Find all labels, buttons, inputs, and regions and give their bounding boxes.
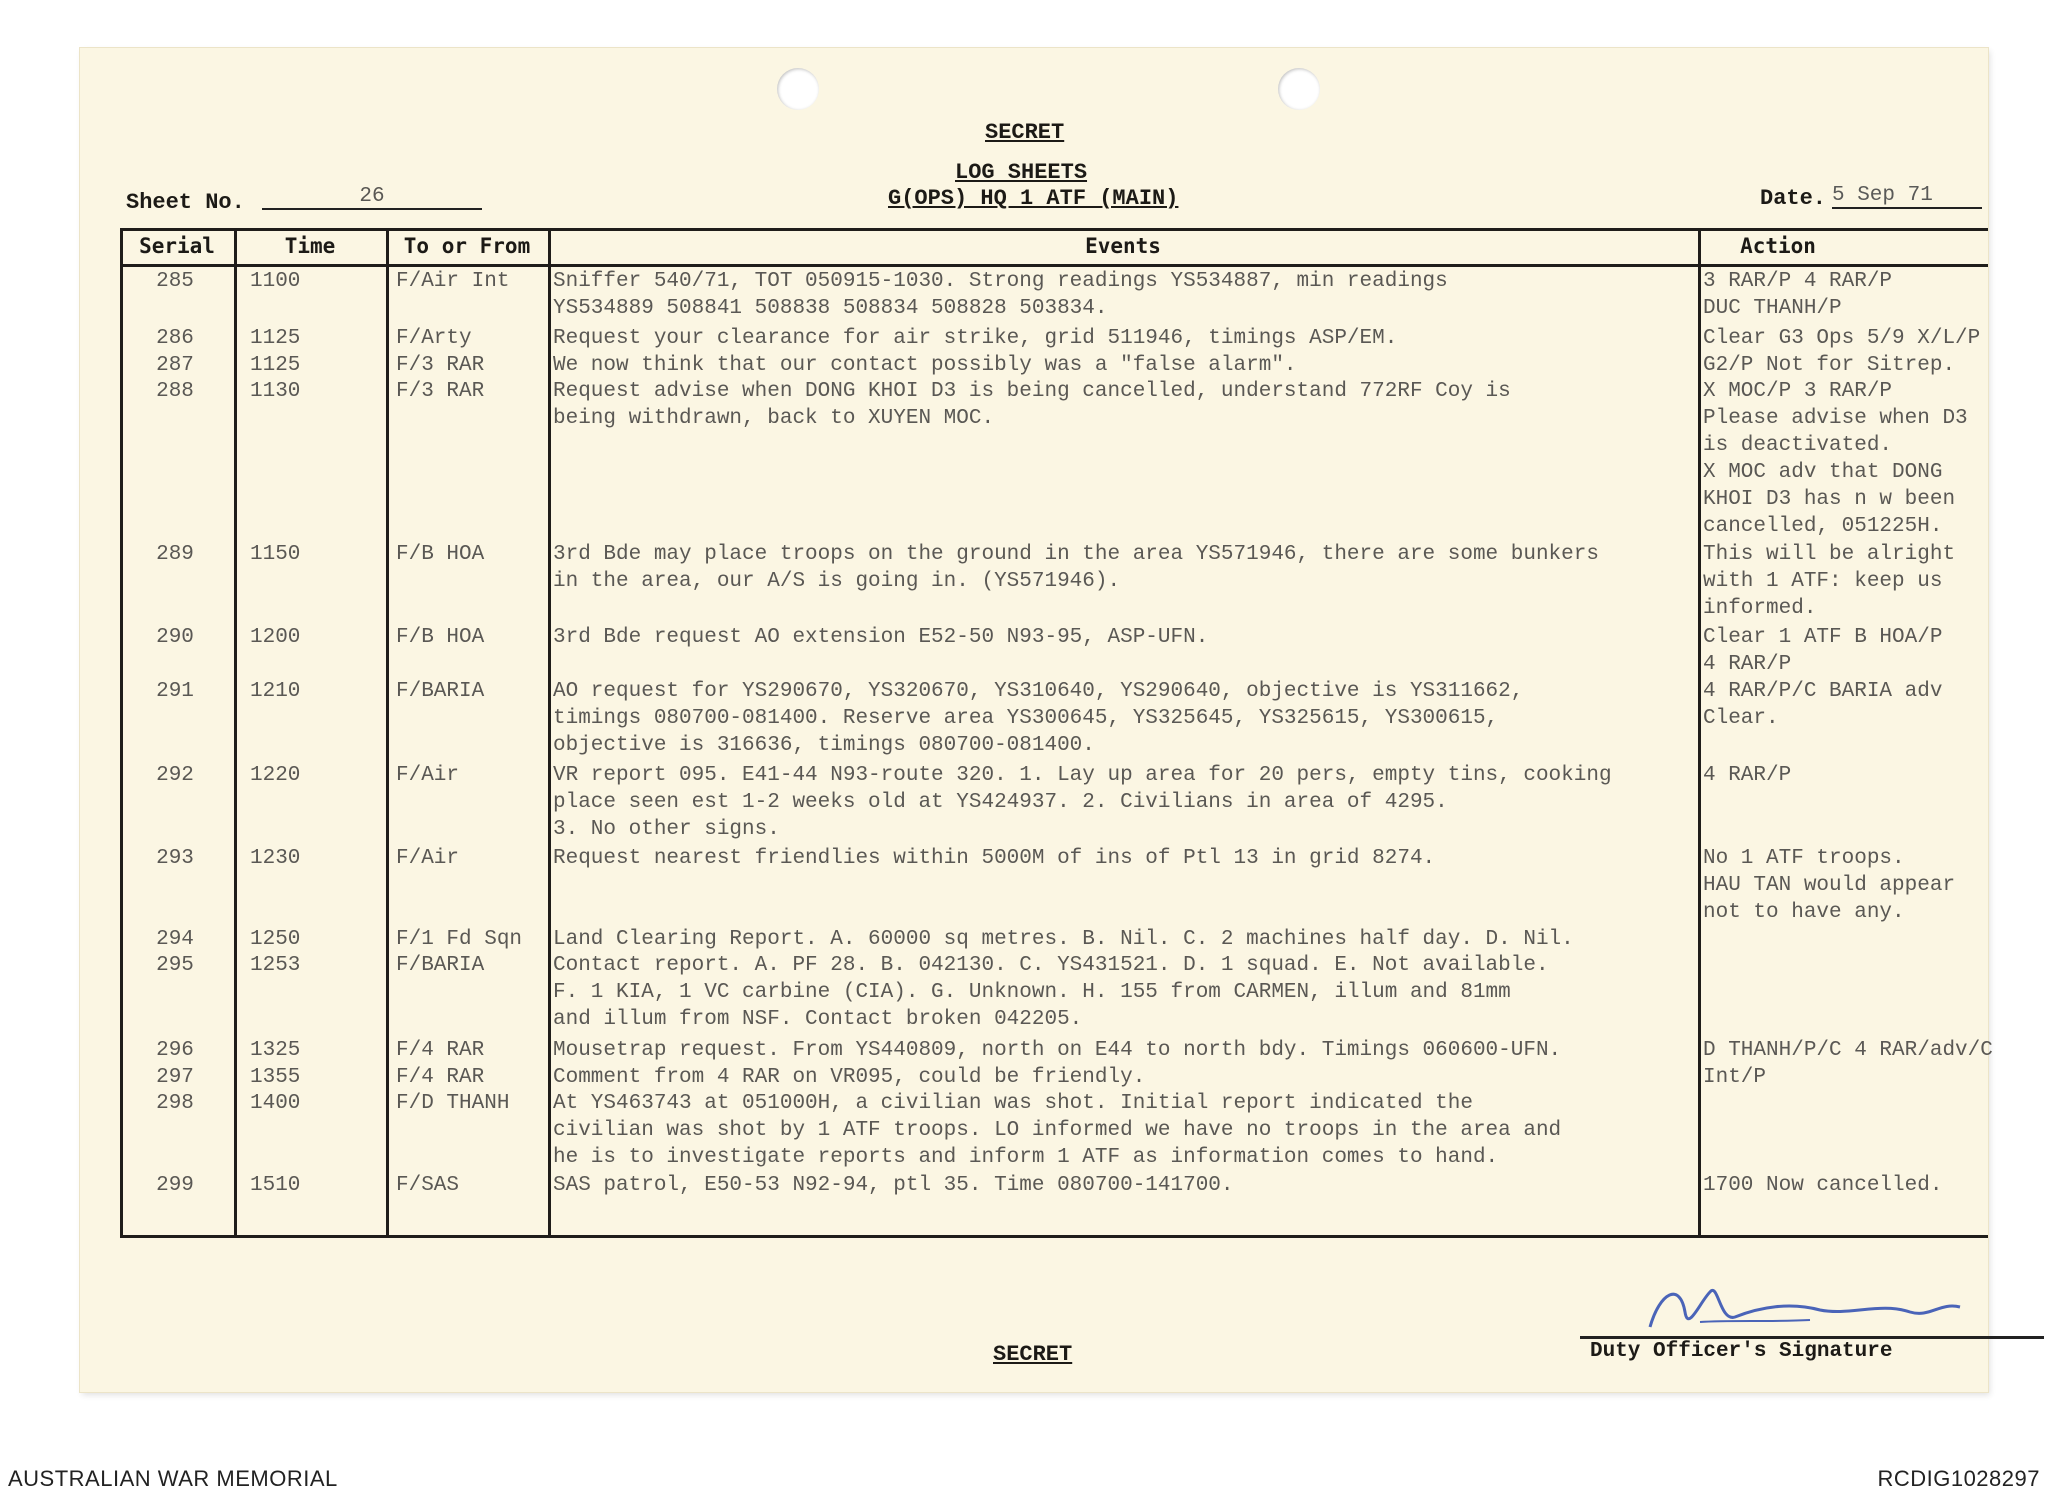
action-line: Clear 1 ATF B HOA/P bbox=[1703, 626, 1943, 649]
time-cell: 1125 bbox=[250, 354, 301, 377]
event-line: Mousetrap request. From YS440809, north on E44 to north bdy. Timings 060600-UFN. bbox=[553, 1039, 1562, 1062]
event-line: YS534889 508841 508838 508834 508828 503834. bbox=[553, 297, 1108, 320]
time-cell: 1400 bbox=[250, 1092, 301, 1115]
date-label: Date. bbox=[1760, 186, 1827, 211]
event-line: SAS patrol, E50-53 N92-94, ptl 35. Time 080700-141700. bbox=[553, 1174, 1234, 1197]
event-line: 3rd Bde may place troops on the ground in the area YS571946, there are some bunkers bbox=[553, 543, 1599, 566]
column-rule bbox=[1698, 228, 1701, 1238]
time-cell: 1220 bbox=[250, 764, 301, 787]
serial-cell: 292 bbox=[156, 764, 194, 787]
to-or-from-cell: F/B HOA bbox=[396, 626, 485, 649]
to-or-from-cell: F/3 RAR bbox=[396, 354, 485, 377]
event-line: Land Clearing Report. A. 60000 sq metres. B. Nil. C. 2 machines half day. D. Nil. bbox=[553, 928, 1574, 951]
event-line: he is to investigate reports and inform 1 ATF as information comes to hand. bbox=[553, 1146, 1499, 1169]
event-line: Request nearest friendlies within 5000M of ins of Ptl 13 in grid 8274. bbox=[553, 847, 1436, 870]
document-title: LOG SHEETS bbox=[955, 160, 1088, 185]
event-line: and illum from NSF. Contact broken 042205. bbox=[553, 1008, 1083, 1031]
event-line: At YS463743 at 051000H, a civilian was shot. Initial report indicated the bbox=[553, 1092, 1473, 1115]
table-bottom-rule bbox=[120, 1235, 1988, 1238]
serial-cell: 295 bbox=[156, 954, 194, 977]
to-or-from-cell: F/B HOA bbox=[396, 543, 485, 566]
time-cell: 1200 bbox=[250, 626, 301, 649]
column-header-to-or-from: To or From bbox=[403, 234, 531, 258]
table-top-rule bbox=[120, 228, 1988, 231]
column-header-serial: Serial bbox=[139, 234, 215, 258]
time-cell: 1130 bbox=[250, 380, 301, 403]
event-line: in the area, our A/S is going in. (YS571946). bbox=[553, 570, 1121, 593]
event-line: Sniffer 540/71, TOT 050915-1030. Strong readings YS534887, min readings bbox=[553, 270, 1448, 293]
date-value: 5 Sep 71 bbox=[1832, 184, 1982, 209]
event-line: AO request for YS290670, YS320670, YS310640, YS290640, objective is YS311662, bbox=[553, 680, 1524, 703]
action-line: Clear G3 Ops 5/9 X/L/P bbox=[1703, 327, 1981, 350]
event-line: Request your clearance for air strike, grid 511946, timings ASP/EM. bbox=[553, 327, 1398, 350]
column-header-time: Time bbox=[284, 234, 336, 258]
action-line: G2/P Not for Sitrep. bbox=[1703, 354, 1956, 377]
to-or-from-cell: F/BARIA bbox=[396, 680, 485, 703]
action-line: D THANH/P/C 4 RAR/adv/C bbox=[1703, 1039, 1993, 1062]
column-rule bbox=[548, 228, 551, 1238]
signature-label: Duty Officer's Signature bbox=[1590, 1340, 1893, 1363]
event-line: We now think that our contact possibly was a "false alarm". bbox=[553, 354, 1297, 377]
to-or-from-cell: F/Air bbox=[396, 764, 460, 787]
to-or-from-cell: F/3 RAR bbox=[396, 380, 485, 403]
serial-cell: 289 bbox=[156, 543, 194, 566]
event-line: civilian was shot by 1 ATF troops. LO informed we have no troops in the area and bbox=[553, 1119, 1562, 1142]
action-line: X MOC/P 3 RAR/P bbox=[1703, 380, 1893, 403]
serial-cell: 286 bbox=[156, 327, 194, 350]
action-line: 4 RAR/P bbox=[1703, 653, 1792, 676]
action-line: 4 RAR/P bbox=[1703, 764, 1792, 787]
time-cell: 1210 bbox=[250, 680, 301, 703]
time-cell: 1100 bbox=[250, 270, 301, 293]
event-line: VR report 095. E41-44 N93-route 320. 1. Lay up area for 20 pers, empty tins, cooking bbox=[553, 764, 1612, 787]
time-cell: 1355 bbox=[250, 1066, 301, 1089]
event-line: 3. No other signs. bbox=[553, 818, 780, 841]
handwritten-signature bbox=[1640, 1272, 2000, 1342]
sheet-number-label: Sheet No. bbox=[126, 190, 245, 215]
action-line: informed. bbox=[1703, 597, 1817, 620]
to-or-from-cell: F/Air Int bbox=[396, 270, 510, 293]
event-line: being withdrawn, back to XUYEN MOC. bbox=[553, 407, 995, 430]
action-line: 1700 Now cancelled. bbox=[1703, 1174, 1943, 1197]
action-line: with 1 ATF: keep us bbox=[1703, 570, 1943, 593]
action-line: is deactivated. bbox=[1703, 434, 1893, 457]
log-table bbox=[120, 228, 1993, 1238]
action-line: not to have any. bbox=[1703, 901, 1905, 924]
serial-cell: 288 bbox=[156, 380, 194, 403]
log-sheet-page bbox=[80, 48, 1993, 1392]
to-or-from-cell: F/Arty bbox=[396, 327, 472, 350]
action-line: HAU TAN would appear bbox=[1703, 874, 1956, 897]
to-or-from-cell: F/D THANH bbox=[396, 1092, 510, 1115]
to-or-from-cell: F/Air bbox=[396, 847, 460, 870]
document-subtitle: G(OPS) HQ 1 ATF (MAIN) bbox=[888, 186, 1179, 211]
action-line: 4 RAR/P/C BARIA adv bbox=[1703, 680, 1943, 703]
event-line: timings 080700-081400. Reserve area YS300645, YS325645, YS325615, YS300615, bbox=[553, 707, 1499, 730]
sheet-number-value: 26 bbox=[262, 185, 482, 210]
time-cell: 1250 bbox=[250, 928, 301, 951]
action-line: Please advise when D3 bbox=[1703, 407, 1968, 430]
serial-cell: 298 bbox=[156, 1092, 194, 1115]
event-line: Comment from 4 RAR on VR095, could be friendly. bbox=[553, 1066, 1146, 1089]
archive-reference: RCDIG1028297 bbox=[1877, 1466, 2040, 1491]
to-or-from-cell: F/SAS bbox=[396, 1174, 460, 1197]
serial-cell: 296 bbox=[156, 1039, 194, 1062]
column-header-events: Events bbox=[1085, 234, 1161, 258]
to-or-from-cell: F/BARIA bbox=[396, 954, 485, 977]
event-line: place seen est 1-2 weeks old at YS424937. 2. Civilians in area of 4295. bbox=[553, 791, 1448, 814]
action-line: 3 RAR/P 4 RAR/P bbox=[1703, 270, 1893, 293]
time-cell: 1510 bbox=[250, 1174, 301, 1197]
serial-cell: 287 bbox=[156, 354, 194, 377]
event-line: Request advise when DONG KHOI D3 is being cancelled, understand 772RF Coy is bbox=[553, 380, 1511, 403]
serial-cell: 299 bbox=[156, 1174, 194, 1197]
punch-hole bbox=[777, 68, 819, 110]
action-line: Int/P bbox=[1703, 1066, 1767, 1089]
event-line: objective is 316636, timings 080700-081400. bbox=[553, 734, 1095, 757]
action-line: Clear. bbox=[1703, 707, 1779, 730]
classification-footer: SECRET bbox=[993, 1342, 1073, 1367]
to-or-from-cell: F/4 RAR bbox=[396, 1039, 485, 1062]
to-or-from-cell: F/1 Fd Sqn bbox=[396, 928, 523, 951]
action-line: KHOI D3 has n w been bbox=[1703, 488, 1956, 511]
classification-header: SECRET bbox=[985, 120, 1065, 145]
time-cell: 1230 bbox=[250, 847, 301, 870]
archive-credit: AUSTRALIAN WAR MEMORIAL bbox=[8, 1466, 338, 1491]
time-cell: 1253 bbox=[250, 954, 301, 977]
event-line: 3rd Bde request AO extension E52-50 N93-95, ASP-UFN. bbox=[553, 626, 1209, 649]
action-line: No 1 ATF troops. bbox=[1703, 847, 1905, 870]
action-line: This will be alright bbox=[1703, 543, 1956, 566]
punch-hole bbox=[1278, 68, 1320, 110]
serial-cell: 294 bbox=[156, 928, 194, 951]
action-line: cancelled, 051225H. bbox=[1703, 515, 1943, 538]
time-cell: 1325 bbox=[250, 1039, 301, 1062]
column-header-action: Action bbox=[1740, 234, 1816, 258]
action-line: DUC THANH/P bbox=[1703, 297, 1842, 320]
to-or-from-cell: F/4 RAR bbox=[396, 1066, 485, 1089]
event-line: F. 1 KIA, 1 VC carbine (CIA). G. Unknown. H. 155 from CARMEN, illum and 81mm bbox=[553, 981, 1511, 1004]
serial-cell: 297 bbox=[156, 1066, 194, 1089]
serial-cell: 290 bbox=[156, 626, 194, 649]
time-cell: 1125 bbox=[250, 327, 301, 350]
event-line: Contact report. A. PF 28. B. 042130. C. YS431521. D. 1 squad. E. Not available. bbox=[553, 954, 1549, 977]
serial-cell: 293 bbox=[156, 847, 194, 870]
table-header-rule bbox=[120, 264, 1988, 267]
time-cell: 1150 bbox=[250, 543, 301, 566]
column-rule bbox=[234, 228, 237, 1238]
column-rule bbox=[386, 228, 389, 1238]
serial-cell: 285 bbox=[156, 270, 194, 293]
action-line: X MOC adv that DONG bbox=[1703, 461, 1943, 484]
serial-cell: 291 bbox=[156, 680, 194, 703]
